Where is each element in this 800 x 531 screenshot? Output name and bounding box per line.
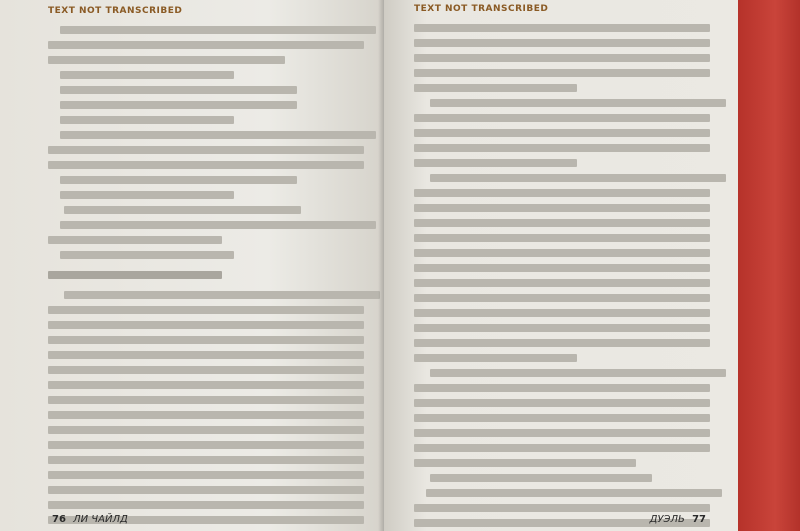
text-line: [414, 294, 710, 302]
dialogue-line: [60, 71, 234, 79]
text-line: [48, 351, 364, 359]
text-line: [48, 411, 364, 419]
text-line: [414, 354, 577, 362]
dialogue-line: [60, 251, 234, 259]
text-line: [414, 54, 710, 62]
text-line: [414, 219, 710, 227]
text-line: [414, 69, 710, 77]
left-page: [0, 0, 384, 531]
text-line: [48, 146, 364, 154]
text-line: [414, 459, 636, 467]
text-line: [48, 501, 364, 509]
chapter-dateline: [48, 271, 222, 279]
dialogue-line: [60, 191, 234, 199]
text-line: [414, 234, 710, 242]
text-line: [48, 306, 364, 314]
text-line: [414, 324, 710, 332]
left-page-number: 76: [52, 514, 66, 525]
text-line: [414, 414, 710, 422]
text-line: [48, 441, 364, 449]
text-line: [414, 159, 577, 167]
text-line: [48, 366, 364, 374]
dialogue-line: [60, 221, 376, 229]
text-line: [414, 84, 577, 92]
dialogue-line: [60, 26, 376, 34]
dialogue-line: [60, 131, 376, 139]
left-page-author: ЛИ ЧАЙЛД: [73, 514, 128, 525]
text-line: [414, 24, 710, 32]
text-line: [414, 429, 710, 437]
dialogue-line: [60, 116, 234, 124]
right-page: [384, 0, 738, 531]
right-page-title: ДУЭЛЬ: [649, 514, 685, 525]
text-line: [48, 56, 285, 64]
text-line: [414, 444, 710, 452]
text-line: [48, 426, 364, 434]
text-line: [414, 399, 710, 407]
text-line: [48, 486, 364, 494]
text-line: [48, 336, 364, 344]
left-placeholder-label: TEXT NOT TRANSCRIBED: [48, 6, 183, 16]
left-page-footer: [48, 514, 128, 525]
dialogue-line: [426, 489, 722, 497]
text-line: [414, 339, 710, 347]
text-line: [414, 204, 710, 212]
text-line: [48, 161, 364, 169]
text-line: [48, 41, 364, 49]
text-line: [48, 381, 364, 389]
paragraph-line: [430, 174, 726, 182]
dialogue-line: [60, 101, 297, 109]
paragraph-line: [430, 99, 726, 107]
text-line: [414, 384, 710, 392]
text-line: [48, 471, 364, 479]
book-cover-edge: [738, 0, 800, 531]
paragraph-line: [430, 474, 652, 482]
text-line: [414, 504, 710, 512]
text-line: [414, 114, 710, 122]
right-page-footer: [650, 514, 710, 525]
paragraph-line: [64, 206, 301, 214]
text-line: [48, 396, 364, 404]
text-line: [414, 189, 710, 197]
paragraph-line: [430, 369, 726, 377]
text-line: [414, 249, 710, 257]
text-line: [48, 321, 364, 329]
text-line: [414, 279, 710, 287]
text-line: [414, 264, 710, 272]
text-line: [414, 309, 710, 317]
dialogue-line: [60, 86, 297, 94]
text-line: [414, 129, 710, 137]
paragraph-line: [64, 291, 380, 299]
dialogue-line: [60, 176, 297, 184]
right-page-number: 77: [692, 514, 706, 525]
text-line: [48, 236, 222, 244]
text-line: [414, 39, 710, 47]
right-placeholder-label: TEXT NOT TRANSCRIBED: [414, 4, 549, 14]
text-line: [414, 144, 710, 152]
text-line: [48, 456, 364, 464]
